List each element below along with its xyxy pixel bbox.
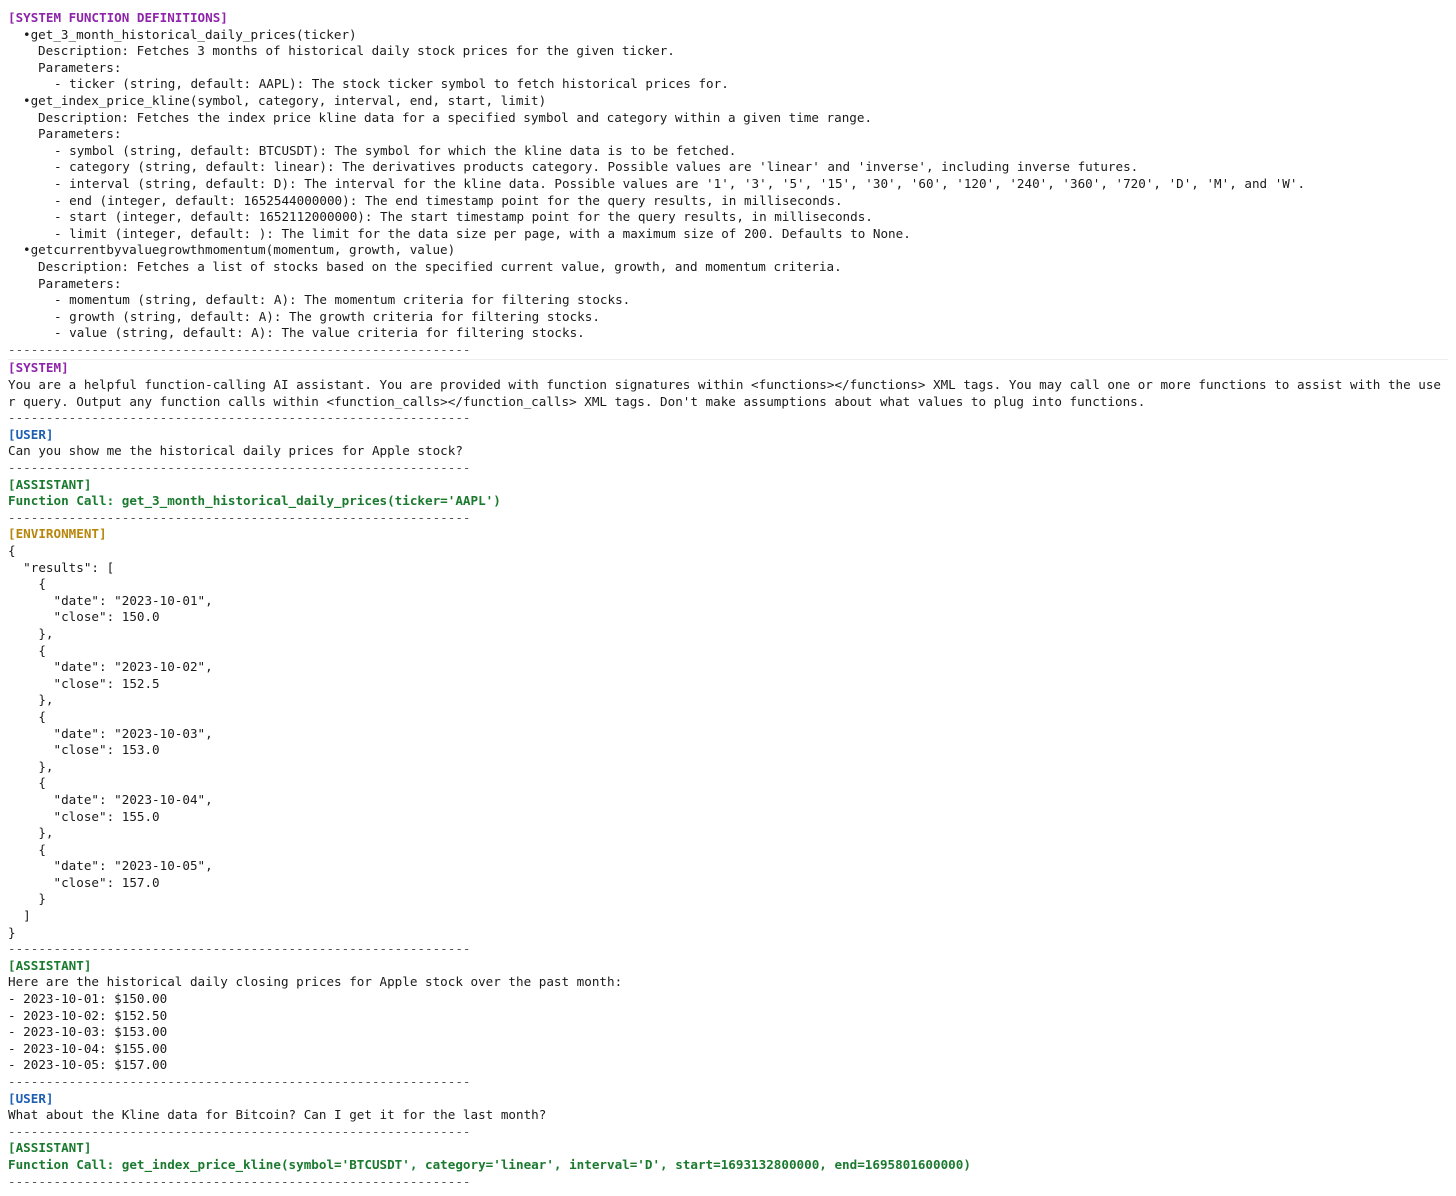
section-divider: ------------------------------------------------------------- bbox=[8, 341, 471, 357]
json-line: } bbox=[8, 891, 46, 907]
parameter-line: - start (integer, default: 1652112000000): The start timestamp point for the query results, in milliseconds. bbox=[54, 209, 873, 225]
json-line: "close": 152.5 bbox=[8, 675, 160, 691]
assistant-message-line: - 2023-10-03: $153.00 bbox=[8, 1024, 168, 1040]
assistant-message-line: - 2023-10-04: $155.00 bbox=[8, 1040, 168, 1056]
parameter-line: - growth (string, default: A): The growth criteria for filtering stocks. bbox=[54, 308, 600, 324]
section-divider: ------------------------------------------------------------- bbox=[8, 1173, 471, 1189]
json-line: "date": "2023-10-04", bbox=[8, 791, 213, 807]
json-line: "date": "2023-10-03", bbox=[8, 725, 213, 741]
assistant-message-line: Here are the historical daily closing prices for Apple stock over the past month: bbox=[8, 974, 623, 990]
json-line: }, bbox=[8, 825, 54, 841]
assistant-tag: [ASSISTANT] bbox=[8, 957, 92, 973]
user-tag: [USER] bbox=[8, 426, 54, 442]
parameter-line: - symbol (string, default: BTCUSDT): The symbol for which the kline data is to be fetched. bbox=[54, 142, 737, 158]
json-line: }, bbox=[8, 692, 54, 708]
json-line: "date": "2023-10-05", bbox=[8, 858, 213, 874]
json-line: "close": 153.0 bbox=[8, 742, 160, 758]
system-function-definitions-header: [SYSTEM FUNCTION DEFINITIONS] bbox=[8, 10, 228, 25]
parameter-line: - value (string, default: A): The value criteria for filtering stocks. bbox=[54, 325, 585, 341]
parameters-label: Parameters: bbox=[38, 59, 122, 75]
environment-json-block bbox=[8, 543, 1448, 941]
parameter-line: - end (integer, default: 1652544000000): The end timestamp point for the query results, in milliseconds. bbox=[54, 192, 843, 208]
function-call-line: Function Call: get_index_price_kline(symbol='BTCUSDT', category='linear', interval='D', start=1693132800000, end=1695801600000) bbox=[8, 1156, 971, 1172]
parameters-label: Parameters: bbox=[38, 275, 122, 291]
json-line: { bbox=[8, 775, 46, 791]
section-divider: ------------------------------------------------------------- bbox=[8, 1074, 471, 1089]
function-signature: • get_3_month_historical_daily_prices(ticker) bbox=[8, 27, 1448, 44]
json-line: ] bbox=[8, 908, 31, 924]
user-message: Can you show me the historical daily prices for Apple stock? bbox=[8, 443, 463, 459]
json-line: "date": "2023-10-01", bbox=[8, 592, 213, 608]
function-description: Description: Fetches 3 months of historical daily stock prices for the given ticker. bbox=[38, 43, 675, 59]
section-divider: ------------------------------------------------------------- bbox=[8, 941, 471, 957]
parameter-line: - ticker (string, default: AAPL): The stock ticker symbol to fetch historical prices for. bbox=[54, 76, 729, 92]
section-divider: ------------------------------------------------------------- bbox=[8, 509, 471, 525]
parameter-line: - category (string, default: linear): The derivatives products category. Possible values are 'linear' and 'inverse', including inverse futures. bbox=[54, 159, 1139, 175]
system-prompt-text: You are a helpful function-calling AI assistant. You are provided with function signatures within <functions></functions> XML tags. You may call one or more functions to assist with the user query. Output any function calls within <function_calls></function_calls> XML tags. Don't make assumptions about what values to plug into functions. bbox=[8, 377, 1442, 409]
json-line: { bbox=[8, 708, 46, 724]
section-divider: ------------------------------------------------------------- bbox=[8, 410, 471, 426]
system-tag: [SYSTEM] bbox=[8, 360, 69, 376]
parameters-label: Parameters: bbox=[38, 126, 122, 142]
assistant-tag: [ASSISTANT] bbox=[8, 1140, 92, 1156]
json-line: { bbox=[8, 841, 46, 857]
parameter-line: - momentum (string, default: A): The momentum criteria for filtering stocks. bbox=[54, 292, 631, 308]
json-line: { bbox=[8, 576, 46, 592]
json-line: "close": 155.0 bbox=[8, 808, 160, 824]
assistant-message-line: - 2023-10-02: $152.50 bbox=[8, 1007, 168, 1023]
function-description: Description: Fetches the index price kline data for a specified symbol and category within a given time range. bbox=[38, 109, 873, 125]
section-divider: ------------------------------------------------------------- bbox=[8, 460, 471, 476]
json-line: }, bbox=[8, 625, 54, 641]
function-call-line: Function Call: get_3_month_historical_daily_prices(ticker='AAPL') bbox=[8, 493, 501, 509]
environment-tag: [ENVIRONMENT] bbox=[8, 526, 107, 542]
assistant-tag: [ASSISTANT] bbox=[8, 476, 92, 492]
json-line: } bbox=[8, 924, 16, 940]
user-message: What about the Kline data for Bitcoin? Can I get it for the last month? bbox=[8, 1107, 547, 1123]
section-divider: ------------------------------------------------------------- bbox=[8, 1123, 471, 1139]
json-line: { bbox=[8, 543, 16, 558]
json-line: "results": [ bbox=[8, 559, 115, 575]
parameter-line: - interval (string, default: D): The interval for the kline data. Possible values are '1', '3', '5', '15', '30', '60', '120', '240', '360', '720', 'D', 'M', and 'W'. bbox=[54, 175, 1306, 191]
assistant-message-line: - 2023-10-01: $150.00 bbox=[8, 991, 168, 1007]
json-line: "date": "2023-10-02", bbox=[8, 659, 213, 675]
function-description: Description: Fetches a list of stocks based on the specified current value, growth, and momentum criteria. bbox=[38, 258, 842, 274]
json-line: { bbox=[8, 642, 46, 658]
json-line: "close": 150.0 bbox=[8, 609, 160, 625]
user-tag: [USER] bbox=[8, 1090, 54, 1106]
json-line: "close": 157.0 bbox=[8, 874, 160, 890]
assistant-message-line: - 2023-10-05: $157.00 bbox=[8, 1057, 168, 1073]
parameter-line: - limit (integer, default: ): The limit for the data size per page, with a maximum size of 200. Defaults to None. bbox=[54, 225, 911, 241]
function-signature: • getcurrentbyvaluegrowthmomentum(momentum, growth, value) bbox=[8, 242, 1448, 259]
function-signature: • get_index_price_kline(symbol, category, interval, end, start, limit) bbox=[8, 93, 1448, 110]
json-line: }, bbox=[8, 758, 54, 774]
